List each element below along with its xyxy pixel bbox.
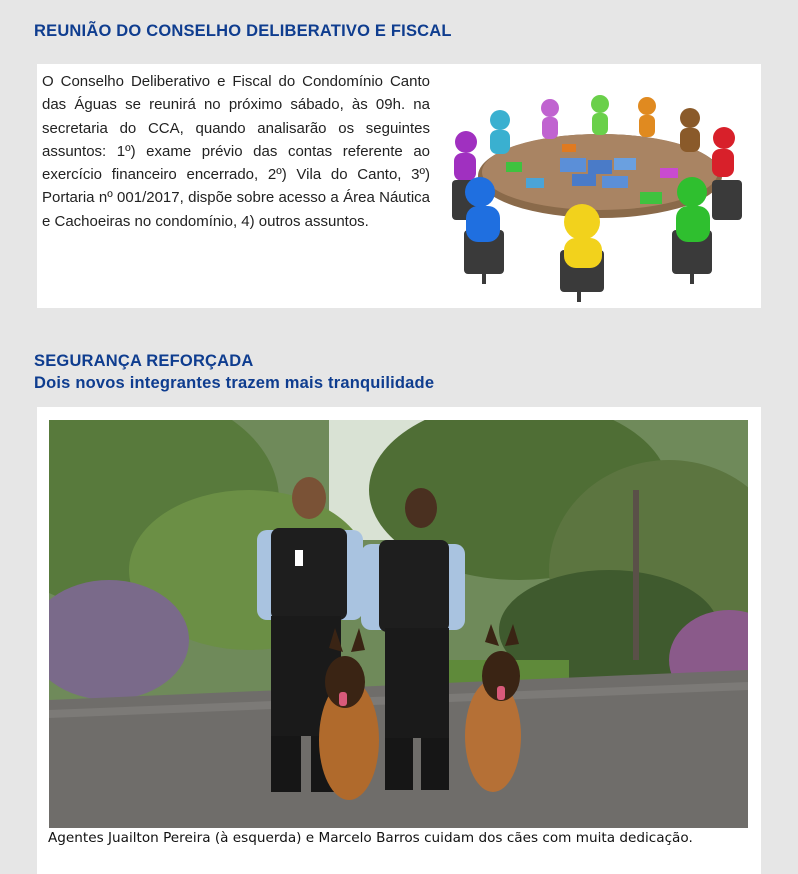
meeting-text: O Conselho Deliberativo e Fiscal do Condomínio Canto das Águas se reunirá no próximo sábado, às 09h. na secretaria do CCA, quando analisarão os seguintes assuntos: 1º) exame prévio das contas referente ao exercício financeiro encerrado, 2º) Vila do Canto, 3º) Portaria nº 001/2017, dispõe sobre acesso a Área Náutica e Cachoeiras no condomínio, 4) outros assuntos. [42, 73, 430, 230]
security-subheading: Dois novos integrantes trazem mais tranquilidade [34, 374, 435, 392]
meeting-heading: REUNIÃO DO CONSELHO DELIBERATIVO E FISCAL [34, 22, 452, 40]
security-heading: SEGURANÇA REFORÇADA [34, 352, 254, 370]
security-card [37, 407, 761, 874]
meeting-illustration [442, 80, 750, 302]
photo-caption: Agentes Juailton Pereira (à esquerda) e Marcelo Barros cuidam dos cães com muita dedicação. [48, 830, 693, 846]
guards-dogs-photo [49, 420, 748, 828]
meeting-card [37, 64, 761, 308]
